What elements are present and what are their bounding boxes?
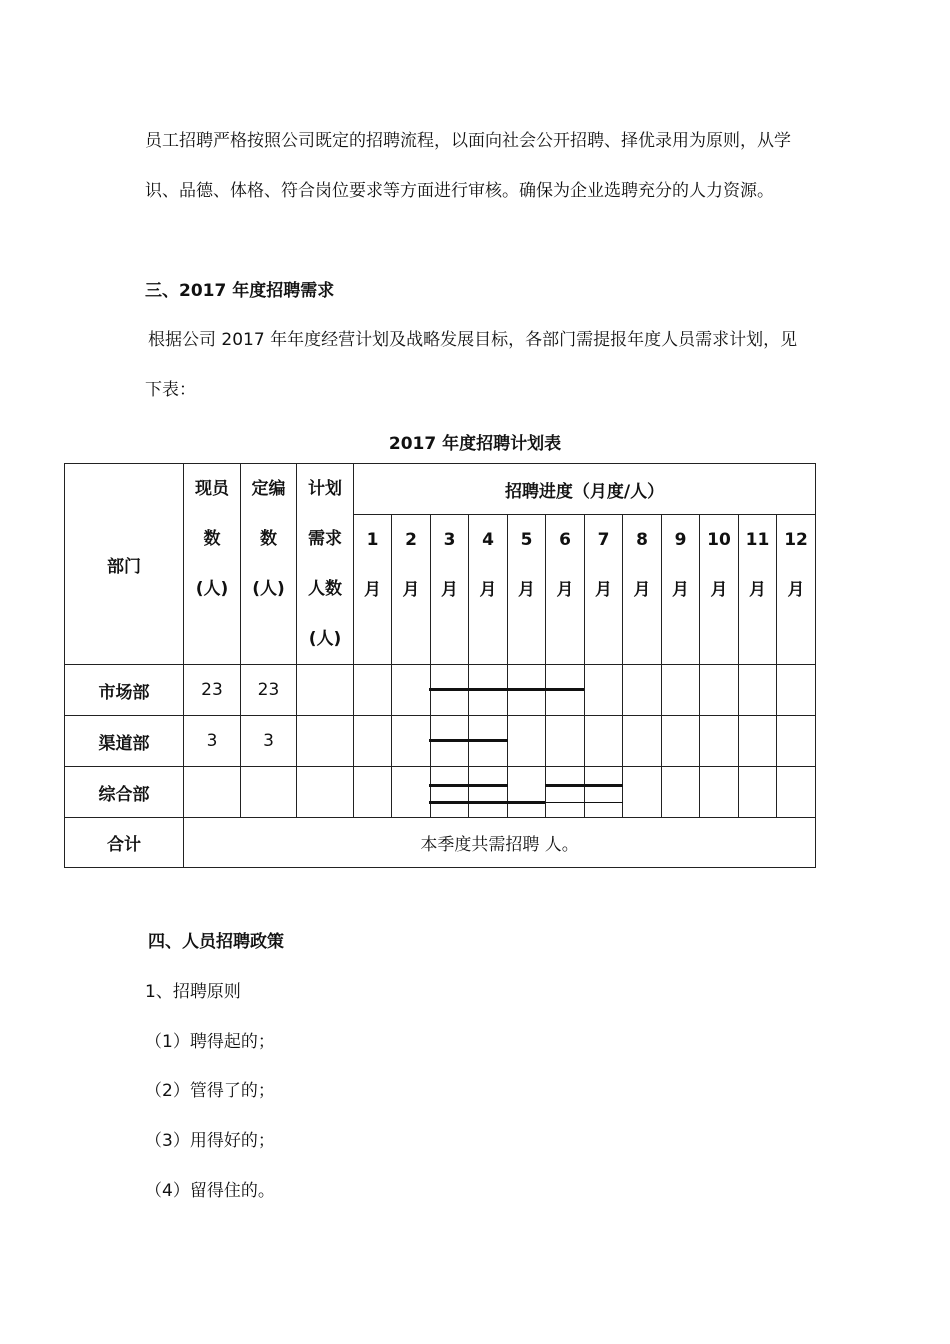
month-6: 6 月	[546, 515, 585, 665]
row-plan	[297, 716, 354, 767]
total-label: 合计	[65, 818, 184, 868]
policy-item: （1）聘得起的；	[145, 1032, 275, 1052]
table-row	[65, 716, 816, 767]
row-quota: 23	[241, 665, 297, 716]
row-dept: 市场部	[65, 665, 184, 716]
table-row	[65, 767, 816, 818]
month-12: 12 月	[777, 515, 816, 665]
row-current: 3	[184, 716, 241, 767]
timeline-cell	[431, 767, 469, 818]
header-progress: 招聘进度（月度/人）	[354, 464, 816, 515]
month-2: 2 月	[392, 515, 431, 665]
table-total-row	[65, 818, 816, 868]
month-1: 1 月	[354, 515, 392, 665]
month-8: 8 月	[623, 515, 662, 665]
timeline-cell	[431, 665, 469, 716]
month-4: 4 月	[469, 515, 508, 665]
table-row	[65, 665, 816, 716]
section3-body-1: 根据公司 2017 年年度经营计划及战略发展目标，各部门需提报年度人员需求计划，见	[148, 330, 798, 350]
policy-item: （2）管得了的；	[145, 1081, 275, 1101]
recruitment-plan-table	[64, 463, 816, 868]
intro-line-2: 识、品德、体格、符合岗位要求等方面进行审核。确保为企业选聘充分的人力资源。	[145, 181, 774, 201]
section4-heading: 四、人员招聘政策	[148, 932, 284, 952]
month-3: 3 月	[431, 515, 469, 665]
header-plan: 计划 需求 人数 (人)	[297, 464, 354, 665]
section3-body-2: 下表：	[145, 380, 196, 400]
row-dept: 综合部	[65, 767, 184, 818]
total-text: 本季度共需招聘 人。	[184, 818, 816, 868]
row-current	[184, 767, 241, 818]
policy-item: （3）用得好的；	[145, 1131, 275, 1151]
row-current: 23	[184, 665, 241, 716]
row-quota: 3	[241, 716, 297, 767]
month-9: 9 月	[662, 515, 700, 665]
month-10: 10 月	[700, 515, 739, 665]
row-quota	[241, 767, 297, 818]
header-quota: 定编 数 (人)	[241, 464, 297, 665]
timeline-cell	[546, 767, 585, 818]
timeline-cell	[431, 716, 469, 767]
table-title: 2017 年度招聘计划表	[388, 434, 562, 454]
section3-heading: 三、2017 年度招聘需求	[145, 281, 335, 301]
intro-line-1: 员工招聘严格按照公司既定的招聘流程，以面向社会公开招聘、择优录用为原则，从学	[145, 131, 791, 151]
section4-sub-1: 1、招聘原则	[145, 982, 241, 1002]
row-plan	[297, 767, 354, 818]
row-dept: 渠道部	[65, 716, 184, 767]
header-dept: 部门	[65, 464, 184, 665]
policy-item: （4）留得住的。	[145, 1181, 275, 1201]
month-5: 5 月	[508, 515, 546, 665]
row-plan	[297, 665, 354, 716]
header-current: 现员 数 (人)	[184, 464, 241, 665]
month-7: 7 月	[585, 515, 623, 665]
month-11: 11 月	[739, 515, 777, 665]
